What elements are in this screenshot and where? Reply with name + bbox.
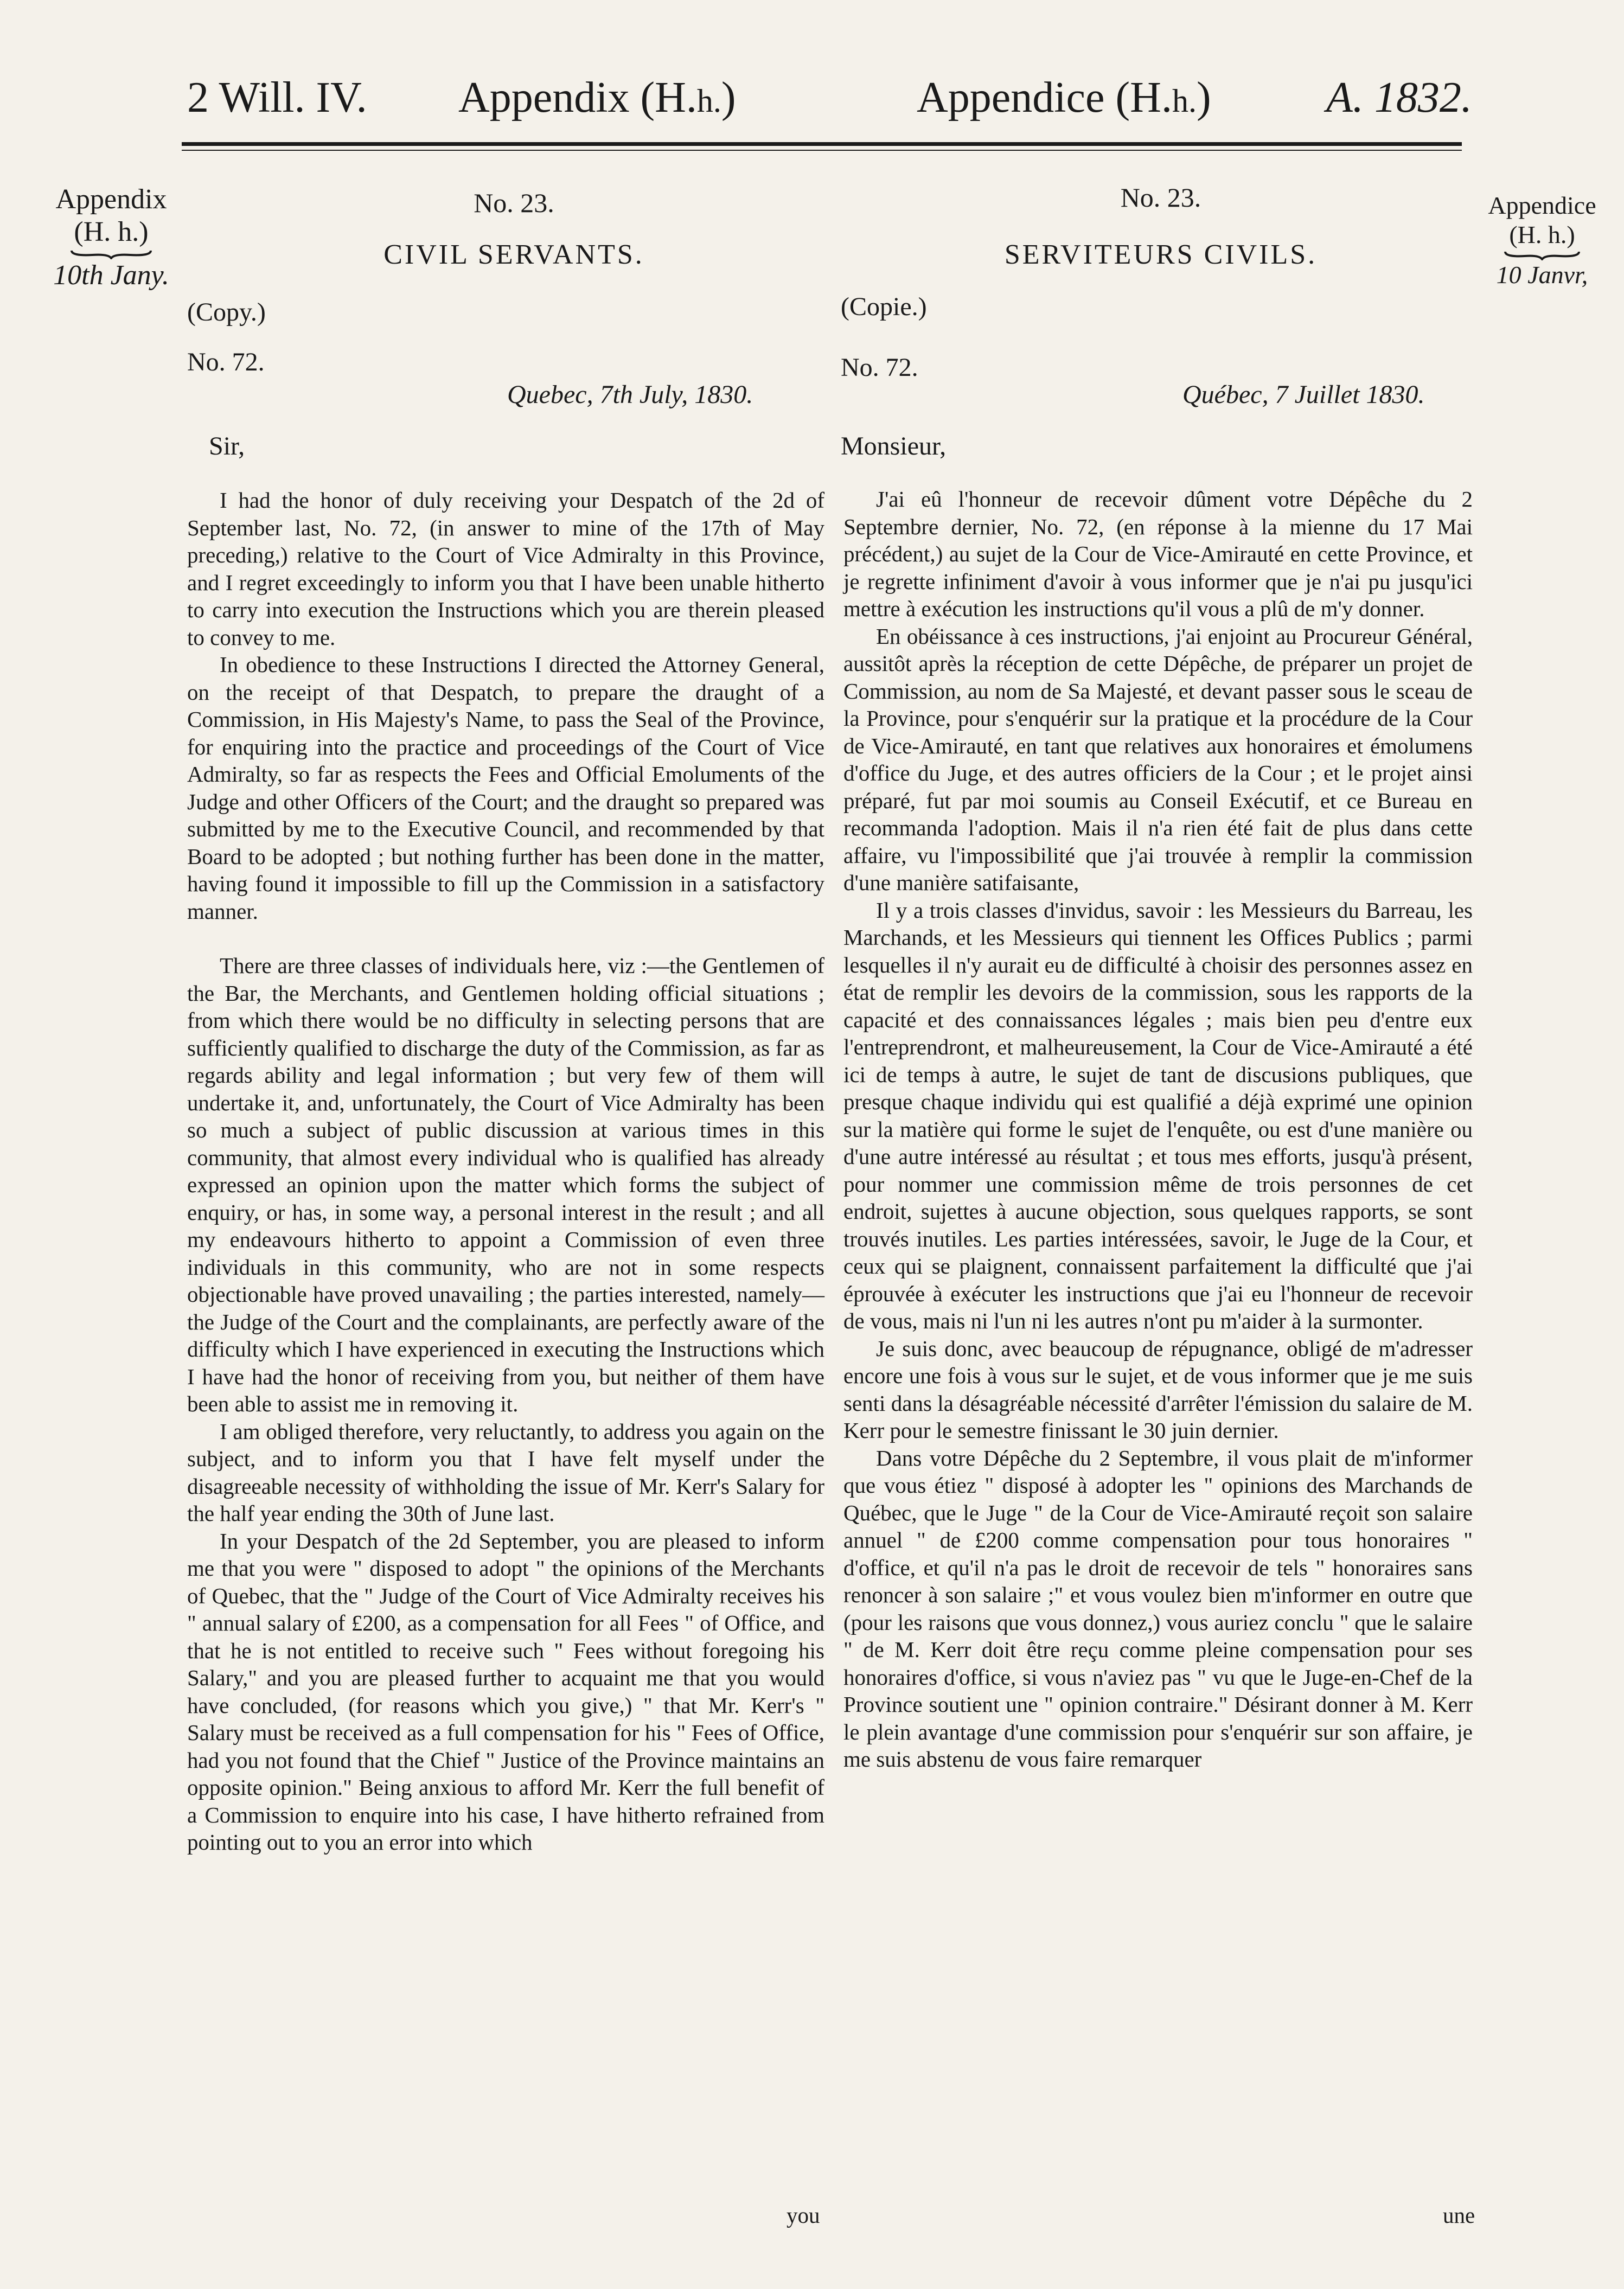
- header-title-fr-small: h.: [1172, 83, 1197, 119]
- margin-right-line1: Appendice: [1488, 191, 1596, 219]
- en-catchword: you: [787, 2203, 820, 2228]
- brace-icon: [1504, 250, 1580, 260]
- margin-left-date: 10th Jany.: [53, 260, 169, 291]
- en-paragraph: I had the honor of duly receiving your Despatch of the 2d of September last, No. 72, (in answer to mine of the 17th of May preceding,) relative to the Court of Vice Admiralty in this Province, and I regret exceedingly to inform you that I have been unable hitherto to carry into execution the Instructions which you are therein pleased to convey to me.: [187, 488, 824, 650]
- header-title-fr-close: ): [1196, 74, 1211, 122]
- fr-letter-no: No. 72.: [841, 353, 918, 382]
- header-title-en-text: Appendix (H.: [458, 74, 697, 122]
- fr-paragraph: J'ai eû l'honneur de recevoir dûment votre Dépêche du 2 Septembre dernier, No. 72, (en réponse à la mienne du 17 Mai précédent,) au sujet de la Cour de Vice-Amirauté en cette Province, et je regrette infiniment d'avoir à vous informer que je n'ai pu jusqu'ici mettre à exécution les instructions qu'il vous a plû de m'y donner.: [843, 487, 1473, 621]
- header-title-fr-text: Appendice (H.: [917, 74, 1172, 122]
- margin-right-date: 10 Janvr,: [1496, 261, 1588, 289]
- header-title-en: [458, 74, 736, 122]
- en-dateline: Quebec, 7th July, 1830.: [507, 380, 753, 409]
- en-paragraph: I am obliged therefore, very reluctantly, to address you again on the subject, and to inform you that I have felt myself under the disagreeable necessity of withholding the issue of Mr. Kerr's Salary for the half year ending the 30th of June last.: [187, 1418, 824, 1526]
- fr-copy-label: (Copie.): [841, 292, 927, 321]
- header-session: 2 Will. IV.: [187, 74, 367, 122]
- margin-right-line2: (H. h.): [1509, 221, 1575, 248]
- fr-body: [843, 485, 1473, 1773]
- fr-dateline: Québec, 7 Juillet 1830.: [1182, 380, 1425, 409]
- en-doc-number: No. 23.: [474, 188, 554, 218]
- fr-doc-number: No. 23.: [1120, 182, 1201, 213]
- en-body: [187, 487, 824, 1856]
- margin-left-line2: (H. h.): [74, 216, 149, 247]
- fr-paragraph: En obéissance à ces instructions, j'ai enjoint au Procureur Général, aussitôt après la réception de cette Dépêche, de préparer un projet de Commission, au nom de Sa Majesté, et devant passer sous le sceau de la Province, pour s'enquérir sur la pratique et la procédure de la Cour de Vice-Amirauté, en tant que relatives aux honoraires et émolumens d'office du Juge, et des autres officiers de la Cour ; et le projet ainsi préparé, fut par moi soumis au Conseil Exécutif, et ce Bureau en recommanda l'adoption. Mais il n'a rien été fait de plus dans cette affaire, vu l'impossibilité que j'ai trouvée à remplir la commission d'une manière satifaisante,: [843, 623, 1473, 895]
- fr-paragraph: Dans votre Dépêche du 2 Septembre, il vous plait de m'informer que vous étiez " disposé à adopter les " opinions des Marchands de Québec, que le Juge " de la Cour de Vice-Amirauté reçoit son salaire annuel " de £200 comme compensation pour tous honoraires " d'office, et qu'il n'a pas le droit de recevoir de tels " honoraires sans renoncer à son salaire ;" et vous voulez bien m'informer en outre que (pour les raisons que vous donnez,) vous auriez conclu " que le salaire " de M. Kerr doit être reçu comme pleine compensation pour ses honoraires d'office, si vous n'aviez pas " vu que le Juge-en-Chef de la Province soutient une " opinion contraire." Désirant donner à M. Kerr le plein avantage d'une commission pour s'enquérir sur son affaire, je me suis abstenu de vous faire remarquer: [843, 1445, 1473, 1772]
- brace-icon: [71, 248, 152, 259]
- header-rule-thin: [182, 150, 1462, 151]
- fr-heading: SERVITEURS CIVILS.: [1004, 239, 1318, 270]
- en-copy-label: (Copy.): [187, 298, 266, 327]
- margin-left-line1: Appendix: [55, 184, 167, 215]
- margin-note-left: [38, 183, 184, 292]
- fr-catchword: une: [1443, 2203, 1475, 2228]
- margin-note-right: [1474, 191, 1610, 290]
- header-rule-thick: [182, 142, 1462, 146]
- en-paragraph: There are three classes of individuals here, viz :—the Gentlemen of the Bar, the Merchants, and Gentlemen holding official situations ; from which there would be no difficulty in selecting persons that are sufficiently qualified to discharge the duty of the Commission, as far as regards ability and legal information ; but very few of them will undertake it, and, unfortunately, the Court of Vice Admiralty has been so much a subject of public discussion at various times in this community, that almost every individual who is qualified has already expressed an opinion upon the matter which forms the subject of enquiry, or has, in some way, a personal interest in the result ; and all my endeavours hitherto to appoint a Commission of even three individuals in this community, who are not in some respects objectionable have proved unavailing ; the parties interested, namely—the Judge of the Court and the complainants, are perfectly aware of the difficulty which I have experienced in executing the Instructions which I have had the honor of receiving from you, but neither of them have been able to assist me in removing it.: [187, 953, 824, 1416]
- en-salutation: Sir,: [209, 432, 245, 461]
- fr-salutation: Monsieur,: [841, 432, 947, 461]
- fr-paragraph: Je suis donc, avec beaucoup de répugnance, obligé de m'adresser encore une fois à vous sur le sujet, et de vous informer que je me suis senti dans la désagréable nécessité d'arrêter l'émission du salaire de M. Kerr pour le semestre finissant le 30 juin dernier.: [843, 1335, 1473, 1443]
- header-title-fr: [917, 74, 1211, 122]
- en-heading: CIVIL SERVANTS.: [383, 239, 644, 270]
- header-title-en-close: ): [721, 74, 736, 122]
- en-paragraph: In obedience to these Instructions I directed the Attorney General, on the receipt of that Despatch, to prepare the draught of a Commission, in His Majesty's Name, to pass the Seal of the Province, for enquiring into the practice and proceedings of the Court of Vice Admiralty, so far as respects the Fees and Official Emoluments of the Judge and other Officers of the Court; and the draught so prepared was submitted by me to the Executive Council, and recommended by that Board to be adopted ; but nothing further has been done in the matter, having found it impossible to fill up the Commission in a satisfactory manner.: [187, 652, 824, 924]
- header-year: A. 1832.: [1326, 74, 1472, 122]
- en-paragraph: In your Despatch of the 2d September, you are pleased to inform me that you were " disposed to adopt " the opinions of the Merchants of Quebec, that the " Judge of the Court of Vice Admiralty receives his " annual salary of £200, as a compensation for all Fees " of Office, and that he is not entitled to receive such " Fees without foregoing his Salary," and you are pleased further to acquaint me that you would have concluded, (for reasons which you give,) " that Mr. Kerr's " Salary must be received as a full compensation for his " Fees of Office, had you not found that the Chief " Justice of the Province maintains an opposite opinion." Being anxious to afford Mr. Kerr the full benefit of a Commission to enquire into his case, I have hitherto refrained from pointing out to you an error into which: [187, 1528, 824, 1855]
- header-title-en-small: h.: [696, 83, 721, 119]
- en-letter-no: No. 72.: [187, 348, 265, 376]
- fr-paragraph: Il y a trois classes d'invidus, savoir : les Messieurs du Barreau, les Marchands, et les Messieurs qui tiennent les Offices Publics ; parmi lesquelles il n'y aurait eu de difficulté à choisir des personnes assez en état de remplir les devoirs de la commission, sous les rapports de la capacité et des connaissances légales ; mais bien peu d'entre eux l'entreprendront, et malheureusement, la Cour de Vice-Amirauté a été ici de temps à autre, le sujet de tant de discusions publiques, que presque chaque individu qui est qualifié a déjà exprimé une opinion sur la matière qui forme le sujet de l'enquête, ou est d'une manière ou d'une autre intéressé au résultat ; et tous mes efforts, jusqu'à présent, pour nommer une commission même de trois personnes de cet endroit, sujettes à aucune objection, sous quelques rapports, se sont trouvés inutiles. Les parties intéressées, savoir, le Juge de la Cour, et ceux qui se plaignent, connaissent parfaitement la difficulté que j'ai éprouvée à exécuter les instructions que j'ai eu l'honneur de recevoir de vous, mais ni l'un ni les autres n'ont pu m'aider à la surmonter.: [843, 897, 1473, 1333]
